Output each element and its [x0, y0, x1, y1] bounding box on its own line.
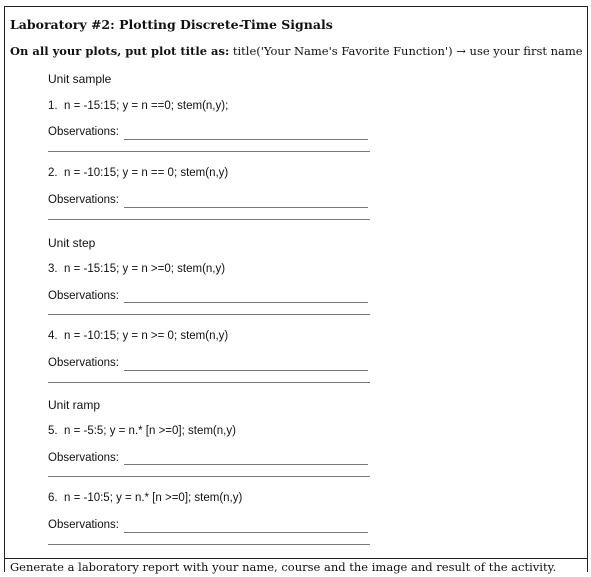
item-code: n = -5:5; y = n.* [n >=0]; stem(n,y) — [63, 425, 236, 437]
answer-line[interactable] — [48, 151, 370, 152]
observations-label: Observations: — [48, 357, 119, 369]
arrow-icon: → — [456, 44, 466, 58]
instruction-bold: On all your plots, put plot title as: — [10, 44, 230, 58]
item-code: n = -15:15; y = n ==0; stem(n,y); — [63, 100, 229, 112]
footer-instruction: Generate a laboratory report with your name, course and the image and result of the activity. — [10, 560, 557, 574]
section-unit-ramp: Unit ramp — [48, 398, 101, 412]
page-frame — [4, 6, 588, 572]
answer-line[interactable] — [48, 382, 370, 383]
lab-title: Laboratory #2: Plotting Discrete-Time Signals — [10, 17, 333, 32]
answer-line[interactable] — [124, 207, 368, 208]
item-code: n = -10:15; y = n == 0; stem(n,y) — [63, 167, 229, 179]
answer-line[interactable] — [48, 544, 370, 545]
observations-label: Observations: — [48, 126, 119, 138]
item-number: 2. — [48, 167, 58, 179]
instruction-code: title('Your Name's Favorite Function') — [232, 44, 453, 58]
item-2 — [48, 167, 228, 179]
item-5 — [48, 425, 236, 437]
instruction-rest: use your first name — [469, 44, 583, 58]
answer-line[interactable] — [124, 464, 368, 465]
item-code: n = -10:5; y = n.* [n >=0]; stem(n,y) — [63, 492, 243, 504]
item-code: n = -10:15; y = n >= 0; stem(n,y) — [63, 330, 229, 342]
item-number: 6. — [48, 492, 58, 504]
answer-line[interactable] — [48, 219, 370, 220]
bottom-border — [4, 558, 587, 559]
answer-line[interactable] — [124, 302, 368, 303]
observations-label: Observations: — [48, 452, 119, 464]
section-unit-sample: Unit sample — [48, 72, 112, 86]
item-4 — [48, 330, 228, 342]
answer-line[interactable] — [124, 532, 368, 533]
item-number: 3. — [48, 263, 58, 275]
item-3 — [48, 263, 225, 275]
item-1 — [48, 100, 228, 112]
observations-label: Observations: — [48, 194, 119, 206]
item-6 — [48, 492, 242, 504]
item-number: 4. — [48, 330, 58, 342]
answer-line[interactable] — [124, 139, 368, 140]
item-number: 5. — [48, 425, 58, 437]
instruction-line — [10, 44, 583, 58]
observations-label: Observations: — [48, 290, 119, 302]
item-number: 1. — [48, 100, 58, 112]
answer-line[interactable] — [48, 314, 370, 315]
item-code: n = -15:15; y = n >=0; stem(n,y) — [63, 263, 226, 275]
section-unit-step: Unit step — [48, 236, 96, 250]
answer-line[interactable] — [124, 370, 368, 371]
answer-line[interactable] — [48, 476, 370, 477]
observations-label: Observations: — [48, 519, 119, 531]
